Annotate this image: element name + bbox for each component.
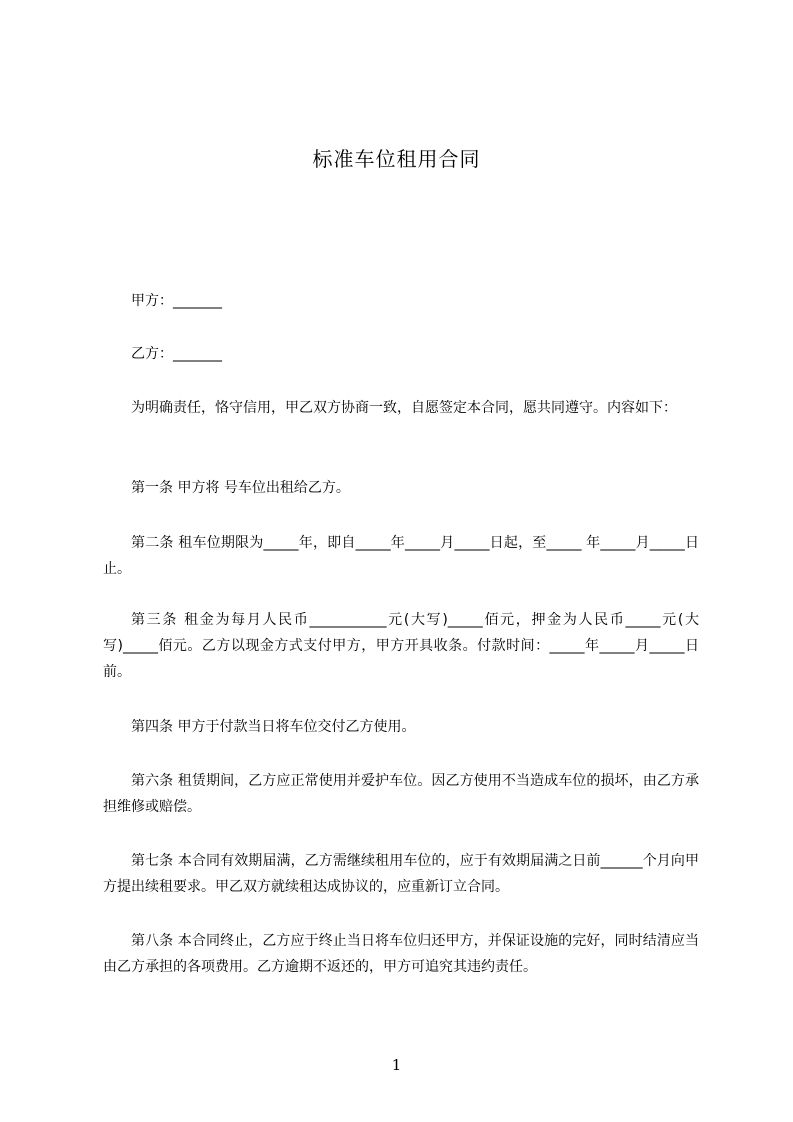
clause-4: 第四条 甲方于付款当日将车位交付乙方使用。 <box>131 719 416 735</box>
party-a-line: 甲方：_______ <box>131 293 222 309</box>
clause-8: 第八条 本合同终止，乙方应于终止当日将车位归还甲方，并保证设施的完好，同时结清应当由乙方承担的各项费用。乙方逾期不返还的，甲方可追究其违约责任。 <box>103 933 699 975</box>
page-number: 1 <box>391 1056 402 1074</box>
clause-3: 第三条 租金为每月人民币___________元(大写)_____佰元，押金为人民币_____元(大写)_____佰元。乙方以现金方式支付甲方，甲方开具收条。付款时间：_____年_____月_____日前。 <box>103 612 699 680</box>
intro-paragraph: 为明确责任，恪守信用，甲乙双方协商一致，自愿签定本合同，愿共同遵守。内容如下： <box>131 400 677 416</box>
clause-2: 第二条 租车位期限为_____年，即自_____年_____月_____日起，至_____ 年_____月_____日止。 <box>103 535 699 577</box>
clause-6: 第六条 租赁期间，乙方应正常使用并爱护车位。因乙方使用不当造成车位的损坏，由乙方承担维修或赔偿。 <box>103 773 699 815</box>
document-title: 标准车位租用合同 <box>312 147 481 171</box>
clause-7: 第七条 本合同有效期届满，乙方需继续租用车位的，应于有效期届满之日前______个月向甲方提出续租要求。甲乙双方就续租达成协议的，应重新订立合同。 <box>103 853 699 895</box>
party-b-line: 乙方：_______ <box>131 346 222 362</box>
clause-1: 第一条 甲方将 号车位出租给乙方。 <box>131 480 350 496</box>
